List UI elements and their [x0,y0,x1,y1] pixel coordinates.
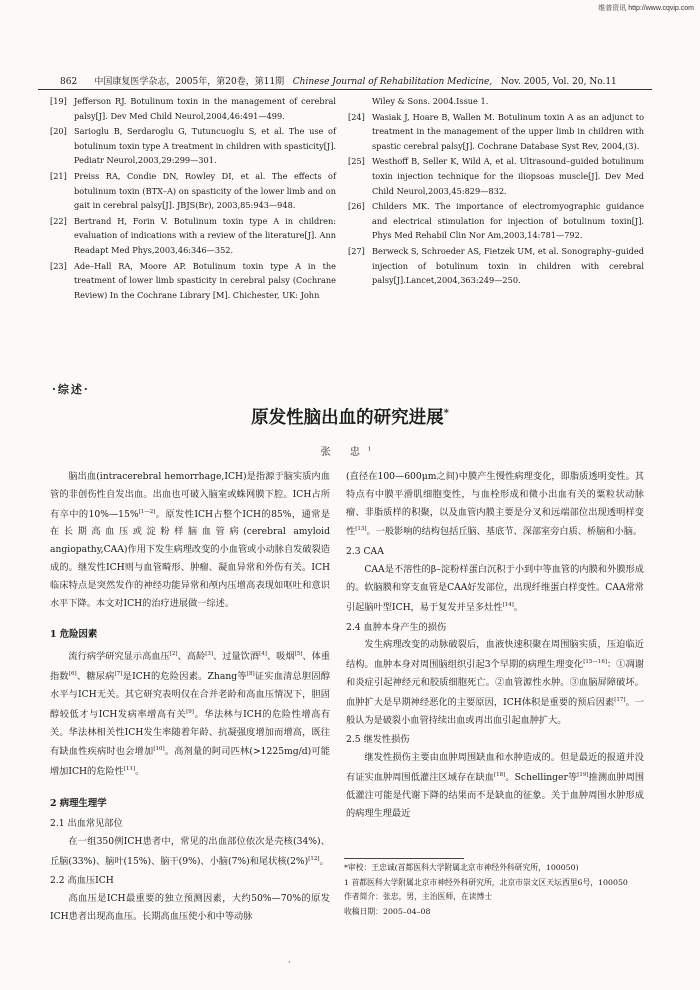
intro-paragraph: 脑出血(intracerebral hemorrhage,ICH)是指源于脑实质内血管的非创伤性自发出血。出血也可破入脑室或蛛网膜下腔。ICH占所有卒中的10%—15%[1—2]。原发性ICH占整个ICH的85%，通常是在长期高血压或淀粉样脑血管病(cerebral amyloid angiopathy,CAA)作用下发生病理改变的小血管或小动脉自发破裂造成的。继发性ICH则与血管畸形、肿瘤、凝血异常和外伤有关。ICH临床特点是突然发作的神经功能异常和颅内压增高表现如呕吐和意识水平下降。本文对ICH的治疗进展做一综述。 [50,471,331,609]
footnotes [344,858,644,919]
footnote: 作者简介：张忠，男，主治医师，在读博士 [344,892,493,901]
paragraph: (直径在100—600μm之间)中膜产生慢性病理变化，即脂质透明变性。其特点有中膜平滑肌细胞变性，与血栓形成和微小出血有关的粟粒状动脉瘤、非脂质样的积聚，以及血管内膜主要是分叉和远端部位出现透明样变性[13]。一般影响的结构包括丘脑、基底节、深部室旁白质、桥脑和小脑。 [346,471,644,538]
reference: Wiley & Sons. 2004.Issue 1. [372,96,489,106]
article-title [0,404,700,429]
column-label: ·综述· [52,383,90,396]
references-right [348,94,644,289]
subsection-heading: 2.2 高血压ICH [50,875,114,887]
running-header [60,74,642,87]
subsection-heading: 2.3 CAA [346,546,384,558]
subsection-heading: 2.4 血肿本身产生的损伤 [346,621,447,633]
watermark: 维普资讯 http://www.cqvip.com [598,5,694,12]
title-text: 原发性脑出血的研究进展 [251,408,444,428]
section-heading: 1 危险因素 [50,629,98,641]
paragraph: CAA是不溶性的β–淀粉样蛋白沉积于小到中等血管的内膜和外膜形成的。软脑膜和穿支血管是CAA好发部位，出现纤维蛋白样变性。CAA常常引起脑叶型ICH，易于复发并呈多灶性[14]。 [346,564,644,613]
page-number: 862 [60,77,78,87]
footnote: *审校：王忠诚(首都医科大学附属北京市神经外科研究所，100050) [344,863,579,872]
subsection-heading: 2.5 继发性损伤 [346,734,410,746]
paragraph: 继发性损伤主要由血肿周围缺血和水肿造成的。但是最近的报道并没有证实血肿周围低灌注区域存在缺血[18]。Schellinger等[19]推测血肿周围低灌注可能是代谢下降的结果而不是缺血的征象。关于血肿周围水肿形成的病理生理最近 [346,752,645,819]
reference: [21] Preiss RA, Condie DN, Rowley DI, et al. The effects of botulinum toxin (BTX–A) on spasticity of the lower limb and on gait in cerebral palsy[J]. JBJS(Br), 2003,85:943—948. [50,170,336,211]
paragraph: 流行病学研究显示高血压[2]、高龄[3]、过量饮酒[4]、吸烟[5]、体重指数[6]、糖尿病[7]是ICH的危险因素。Zhang等[8]证实血清总胆固醇水平与ICH无关。其它研究表明仅在合并老龄和高血压情况下，胆固醇较低才与ICH发病率增高有关[9]。华法林与ICH的危险性增高有关。华法林相关性ICH发生率随着年龄、抗凝强度增加而增高，既往有缺血性疾病时也会增加[10]。高剂量的阿司匹林(>1225mg/d)可能增加ICH的危险性[11]。 [50,651,331,778]
body-right-column [346,468,644,822]
title-mark: * [443,408,449,420]
cn-journal: 中国康复医学杂志，2005年，第20卷，第11期 [94,77,285,87]
en-issue: Nov. 2005, Vol. 20, No.11 [500,77,617,87]
paragraph: 在一组350例ICH患者中，常见的出血部位依次是壳核(34%)、丘脑(33%)、脑叶(15%)、脑干(9%)、小脑(7%)和尾状核(2%)[12]。 [50,835,330,867]
en-journal: Chinese Journal of Rehabilitation Medicine, [292,77,493,87]
reference: [24] Wasiak J, Hoare B, Wallen M. Botulinum toxin A as an adjunct to treatment in the management of the upper limb in children with spastic cerebral palsy[J]. Cochrane Database Syst Rev, 2004,(3). [348,111,644,151]
footnote: 1 首都医科大学附属北京市神经外科研究所，北京市崇文区天坛西里6号，100050 [344,877,628,887]
body-left-column [50,468,330,926]
paragraph: 高血压是ICH最重要的独立预测因素，大约50%—70%的原发ICH患者出现高血压。长期高血压使小和中等动脉 [50,893,330,922]
footnote: 收稿日期：2005–04–08 [344,906,431,916]
author [0,443,700,458]
reference: [26] Childers MK. The importance of electromyographic guidance and electrical stimulation for injection of botulinum toxin[J]. Phys Med Rehabil Clin Nor Am,2003,14:781—792. [348,201,644,241]
section-heading: 2 病理生理学 [50,798,107,810]
author-name: 张 忠 [320,447,368,458]
reference: [25] Westhoff B, Seller K, Wild A, et al. Ultrasound–guided botulinum toxin injection technique for the iliopsoas muscle[J]. Dev Med Child Neurol,2003,45:829—832. [348,156,644,196]
reference: [22] Bertrand H, Forin V. Botulinum toxin type A in children: evaluation of indications with a review of the literature[J]. Ann Readapt Med Phys,2003,46:346—352. [50,215,336,255]
references-left [50,94,336,303]
reference: [23] Ade–Hall RA, Moore AP. Botulinum toxin type A in the treatment of lower limb spasticity in cerebral palsy (Cochrane Review) In the Cochrane Library [M]. Chichester, UK: John [50,260,336,300]
page-mark: · [288,958,291,967]
reference: [27] Berweck S, Schroeder AS, Fietzek UM, et al. Sonography–guided injection of botulinum toxin in children with cerebral palsy[J].Lancet,2004,363:249—250. [348,245,644,286]
paragraph: 发生病理改变的动脉破裂后，血液快速积聚在周围脑实质，压迫临近结构。血肿本身对周围脑组织引起3个早期的病理生理变化[15—16]：①凋谢和炎症引起神经元和胶质细胞死亡。②血管源性水肿。③血脑屏障破坏。血肿扩大是早期神经恶化的主要原因，ICH体积是重要的预后因素[17]。一般认为是破裂小血管持续出血或再出血引起血肿扩大。 [346,639,645,726]
header-rule [38,89,652,90]
reference: [19] Jefferson RJ. Botulinum toxin in the management of cerebral palsy[J]. Dev Med Child Neurol,2004,46:491—499. [50,96,336,121]
subsection-heading: 2.1 出血常见部位 [50,817,123,829]
reference: [20] Sarioglu B, Serdaroglu G, Tutuncuoglu S, et al. The use of botulinum toxin type A treatment in children with spasticity[J]. Pediatr Neurol,2003,29:299—301. [50,126,336,166]
footnote-rule [344,858,464,859]
author-affiliation: 1 [367,446,380,453]
